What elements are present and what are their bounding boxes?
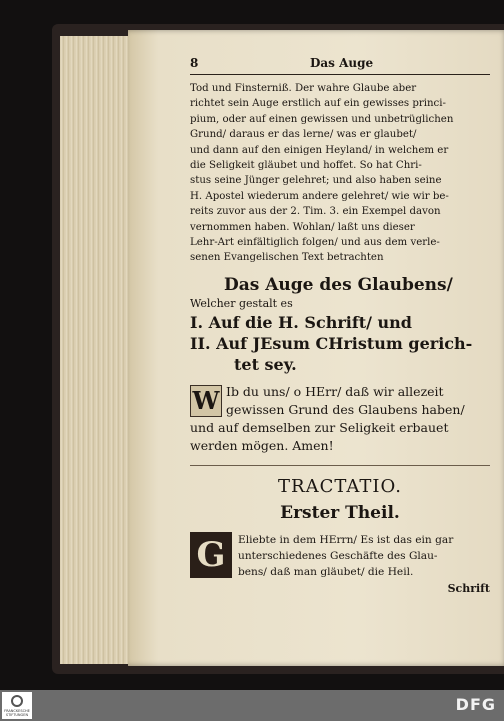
text-line: Eliebte in dem HErrn/ Es ist das ein gar <box>238 533 454 546</box>
heading-item-2: II. Auf JEsum CHristum gerich- <box>190 333 473 353</box>
text-line: senen Evangelischen Text betrachten <box>190 252 384 264</box>
text-line: und dann auf den einigen Heyland/ in welchem er <box>190 144 449 156</box>
running-head-title: Das Auge <box>310 56 374 70</box>
text-line: Lehr-Art einfältiglich folgen/ und aus dem verle- <box>190 237 440 249</box>
prayer-paragraph <box>190 383 490 455</box>
book-page <box>128 30 504 666</box>
text-line: vernommen haben. Wohlan/ laßt uns dieser <box>190 221 415 233</box>
text-line: Grund/ daraus er das lerne/ was er glaubet/ <box>190 129 417 141</box>
logo-text: FRANCKESCHE STIFTUNGEN <box>4 709 30 717</box>
text-line: unterschiedenes Geschäfte des Glau- <box>238 549 438 562</box>
text-line: H. Apostel wiederum andere gelehret/ wie wir be- <box>190 190 449 202</box>
heading-item-1: I. Auf die H. Schrift/ und <box>190 312 412 332</box>
prayer-initial: W <box>190 385 222 417</box>
heading-item-2-continued: tet sey. <box>234 354 297 374</box>
tractatio-heading: TRACTATIO. <box>278 475 402 497</box>
page-number: 8 <box>190 56 199 70</box>
institution-logo[interactable] <box>2 692 32 719</box>
text-line: pium, oder auf einen gewissen und unbetrüglichen <box>190 113 454 125</box>
text-line: werden mögen. Amen! <box>190 437 334 453</box>
running-head <box>190 56 490 75</box>
page-content <box>190 56 490 595</box>
divider <box>190 465 490 466</box>
text-line: gewissen Grund des Glaubens haben/ <box>226 401 465 417</box>
section-heading <box>190 274 490 375</box>
intro-paragraph <box>190 81 490 266</box>
heading-title: Das Auge des Glaubens/ <box>224 274 453 295</box>
heading-subtitle: Welcher gestalt es <box>190 296 293 310</box>
ornate-initial: G <box>190 532 232 578</box>
text-line: richtet sein Auge erstlich auf ein gewisses princi- <box>190 98 446 110</box>
chapter-title: Erster Theil. <box>280 502 400 523</box>
text-line: bens/ daß man gläubet/ die Heil. <box>238 565 414 578</box>
logo-icon <box>11 695 23 707</box>
text-line: Ib du uns/ o HErr/ daß wir allezeit <box>226 383 444 399</box>
text-line: die Seligkeit gläubet und hoffet. So hat Chri- <box>190 160 422 172</box>
chapter-paragraph <box>190 532 490 580</box>
catchword: Schrift <box>447 581 490 595</box>
text-line: reits zuvor aus der 2. Tim. 3. ein Exempel davon <box>190 206 441 218</box>
viewer-footer <box>0 690 504 721</box>
text-line: und auf demselben zur Seligkeit erbauet <box>190 419 449 435</box>
text-line: Tod und Finsterniß. Der wahre Glaube aber <box>190 83 417 94</box>
text-line: stus seine Jünger gelehret; und also haben seine <box>190 175 442 187</box>
dfg-logo[interactable]: DFG <box>455 695 496 714</box>
